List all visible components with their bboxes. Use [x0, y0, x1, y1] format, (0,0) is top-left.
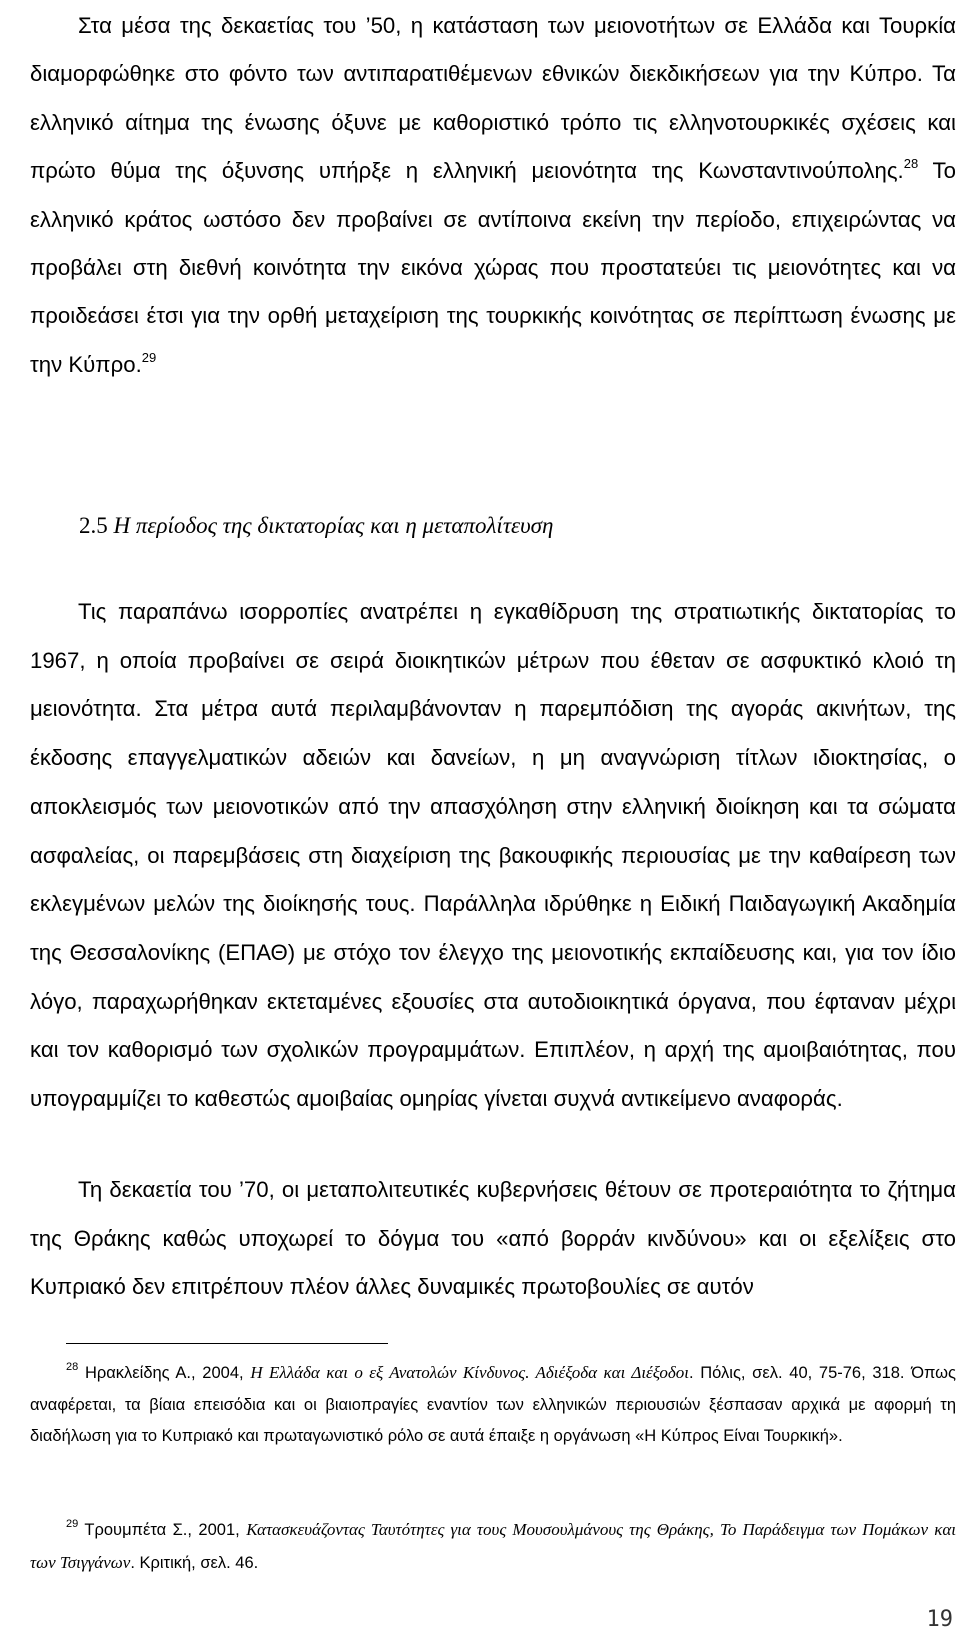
footnote-book-title: Η Ελλάδα και ο εξ Ανατολών Κίνδυνος. Αδιέξοδα και Διέξοδοι	[250, 1363, 689, 1382]
paragraph-text: Στα μέσα της δεκαετίας του ’50, η κατάσταση των μειονοτήτων σε Ελλάδα και Τουρκία διαμορφώθηκε στο φόντο των αντιπαρατιθέμενων εθνικών διεκδικήσεων για την Κύπρο. Τα ελληνικό αίτημα της ένωσης όξυνε με καθοριστικό τρόπο τις ελληνοτουρκικές σχέσεις και πρώτο θύμα της όξυνσης υπήρξε η ελληνική μειονότητα της Κωνσταντινούπολης.	[30, 13, 956, 184]
footnote-book-title: Κατασκευάζοντας Ταυτότητες για τους Μουσουλμάνους της Θράκης, Το Παράδειγμα των Πομάκων και των Τσιγγάνων	[30, 1520, 956, 1572]
footnote-reference-29[interactable]: 29	[141, 349, 157, 365]
footnote-29	[30, 1514, 956, 1579]
footnote-number: 28	[66, 1361, 79, 1373]
footnote-reference-28[interactable]: 28	[903, 156, 919, 172]
footnote-separator	[66, 1343, 388, 1344]
footnote-text: . Πόλις, σελ. 40, 75-76, 318. Όπως αναφέρεται, τα βίαια επεισόδια και οι βιαιοπραγίες εναντίον των ελληνικών περιουσιών ξέσπασαν αρχικά με αφορμή τη διαδήλωση για το Κυπριακό και πρωταγωνιστικό ρόλο σε αυτά έπαιξε η οργάνωση «Η Κύπρος Είναι Τουρκική».	[30, 1364, 956, 1445]
footnote-28	[30, 1357, 956, 1453]
page-number: 19	[926, 1607, 953, 1632]
footnote-text: . Κριτική, σελ. 46.	[130, 1553, 259, 1572]
paragraph-minorities-1950s	[30, 2, 956, 389]
section-title: Η περίοδος της δικτατορίας και η μεταπολίτευση	[113, 513, 554, 538]
section-heading	[79, 511, 553, 541]
paragraph-dictatorship: Τις παραπάνω ισορροπίες ανατρέπει η εγκαθίδρυση της στρατιωτικής δικτατορίας το 1967, η οποία προβαίνει σε σειρά διοικητικών μέτρων που έθεταν σε ασφυκτικό κλοιό τη μειονότητα. Στα μέτρα αυτά περιλαμβάνονταν η παρεμπόδιση της αγοράς ακινήτων, της έκδοσης επαγγελματικών αδειών και δανείων, η μη αναγνώριση τίτλων ιδιοκτησίας, ο αποκλεισμός των μειονοτικών από την απασχόληση στην ελληνική διοίκηση και τα σώματα ασφαλείας, οι παρεμβάσεις στη διαχείριση της βακουφικής περιουσίας με την καθαίρεση των εκλεγμένων μελών της διοίκησής τους. Παράλληλα ιδρύθηκε η Ειδική Παιδαγωγική Ακαδημία της Θεσσαλονίκης (ΕΠΑΘ) με στόχο τον έλεγχο της μειονοτικής εκπαίδευσης και, για τον ίδιο λόγο, παραχωρήθηκαν εκτεταμένες εξουσίες στα αυτοδιοικητικά όργανα, που έφταναν μέχρι και τον καθορισμό των σχολικών προγραμμάτων. Επιπλέον, η αρχή της αμοιβαιότητας, που υπογραμμίζει το καθεστώς αμοιβαίας ομηρίας γίνεται συχνά αντικείμενο αναφοράς.	[30, 599, 956, 1112]
footnote-author: Τρουμπέτα Σ., 2001,	[78, 1521, 247, 1539]
footnote-number: 29	[66, 1518, 79, 1530]
paragraph-text: Το ελληνικό κράτος ωστόσο δεν προβαίνει σε αντίποινα εκείνη την περίοδο, επιχειρώντας να προβάλει στη διεθνή κοινότητα την εικόνα χώρας που προστατεύει τις μειονότητες και να προιδεάσει έτσι για την ορθή μεταχείριση της τουρκικής κοινότητας σε περίπτωση ένωσης με την Κύπρο.	[30, 158, 956, 377]
section-number: 2.5	[79, 513, 108, 538]
paragraph-metapolitefsi: Τη δεκαετία του ’70, οι μεταπολιτευτικές κυβερνήσεις θέτουν σε προτεραιότητα το ζήτημα της Θράκης καθώς υποχωρεί το δόγμα του «από βορράν κινδύνου» και οι εξελίξεις στο Κυπριακό δεν επιτρέπουν πλέον άλλες δυναμικές πρωτοβουλίες σε αυτόν	[30, 1177, 956, 1300]
footnote-author: Ηρακλείδης Α., 2004,	[78, 1364, 251, 1382]
